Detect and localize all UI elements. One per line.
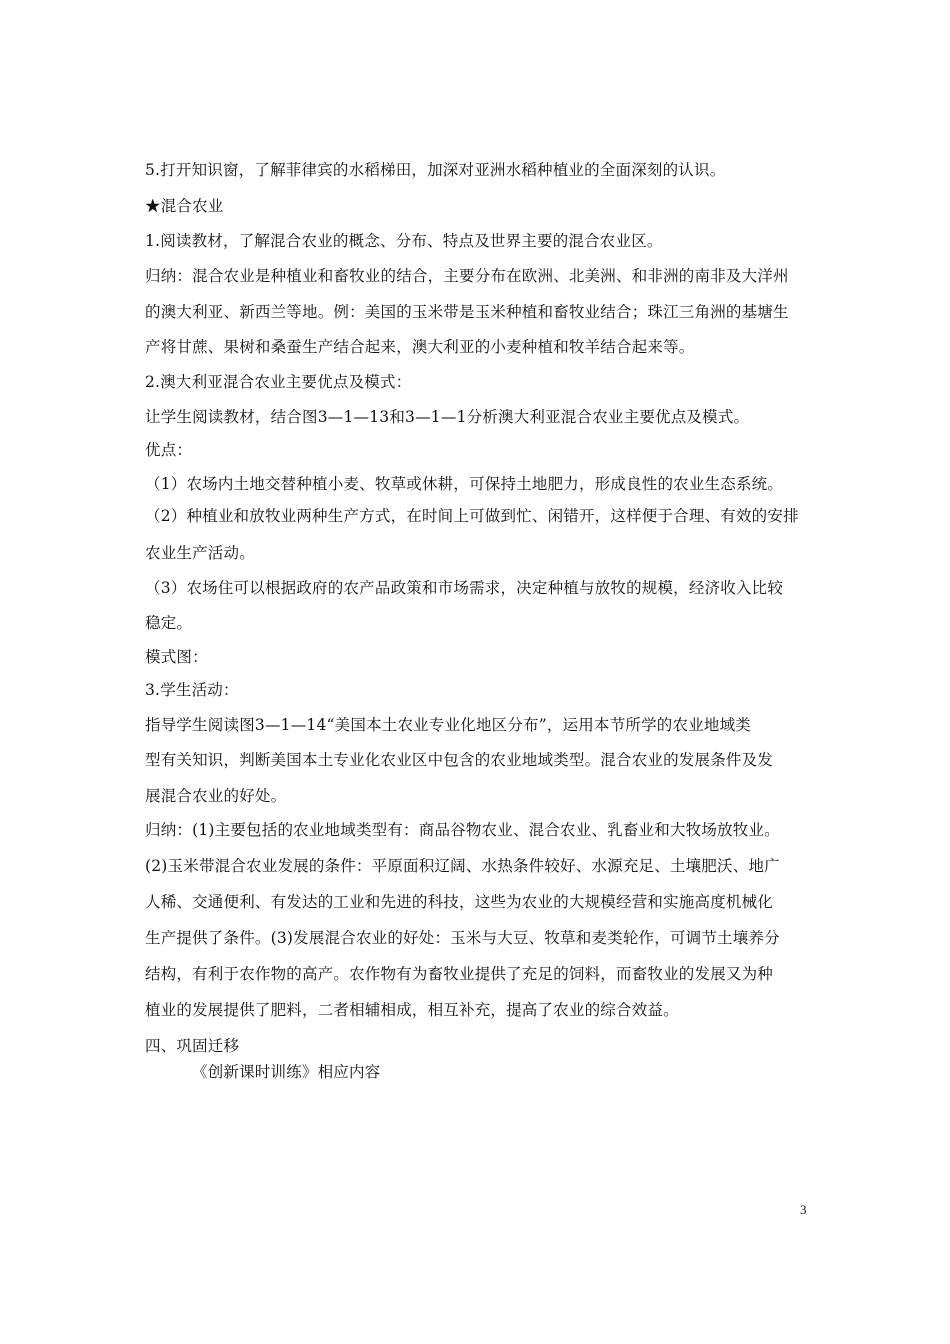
text-line: 优点： xyxy=(145,441,193,459)
text-line: 2.澳大利亚混合农业主要优点及模式： xyxy=(145,373,412,391)
text-line: （1）农场内土地交替种植小麦、牧草或休耕，可保持土地肥力，形成良性的农业生态系统。 xyxy=(145,475,784,493)
text-line: 稳定。 xyxy=(145,614,193,632)
text-line: （3）农场住可以根据政府的农产品政策和市场需求，决定种植与放牧的规模，经济收入比较 xyxy=(145,579,784,597)
text-line: 的澳大利亚、新西兰等地。例：美国的玉米带是玉米种植和畜牧业结合；珠江三角洲的基塘生 xyxy=(145,303,789,321)
text-line: 植业的发展提供了肥料，二者相辅相成，相互补充，提高了农业的综合效益。 xyxy=(145,1001,679,1019)
text-line: 归纳：(1)主要包括的农业地域类型有：商品谷物农业、混合农业、乳畜业和大牧场放牧业。 xyxy=(145,821,780,839)
text-line: 结构，有利于农作物的高产。农作物有为畜牧业提供了充足的饲料，而畜牧业的发展又为种 xyxy=(145,965,774,983)
text-line: 《创新课时训练》相应内容 xyxy=(192,1063,381,1081)
text-line: 指导学生阅读图3—1—14“美国本土农业专业化地区分布”，运用本节所学的农业地域类 xyxy=(145,716,751,734)
text-line: (2)玉米带混合农业发展的条件：平原面积辽阔、水热条件较好、水源充足、土壤肥沃、地广 xyxy=(145,857,780,875)
section-heading: ★混合农业 xyxy=(145,197,224,215)
page-number: 3 xyxy=(800,1202,807,1217)
text-line: 型有关知识，判断美国本土专业化农业区中包含的农业地域类型。混合农业的发展条件及发 xyxy=(145,751,774,769)
text-line: 5.打开知识窗，了解菲律宾的水稻梯田，加深对亚洲水稻种植业的全面深刻的认识。 xyxy=(145,161,726,179)
section-heading: 四、巩固迁移 xyxy=(145,1037,240,1055)
text-line: 让学生阅读教材，结合图3—1—13和3—1—1分析澳大利亚混合农业主要优点及模式。 xyxy=(145,408,750,426)
text-line: 生产提供了条件。(3)发展混合农业的好处：玉米与大豆、牧草和麦类轮作，可调节土壤养分 xyxy=(145,929,780,947)
text-line: 3.学生活动： xyxy=(145,681,239,699)
text-line: 产将甘蔗、果树和桑蚕生产结合起来，澳大利亚的小麦种植和牧羊结合起来等。 xyxy=(145,338,695,356)
text-line: 归纳：混合农业是种植业和畜牧业的结合，主要分布在欧洲、北美洲、和非洲的南非及大洋州 xyxy=(145,267,789,285)
text-line: 1.阅读教材，了解混合农业的概念、分布、特点及世界主要的混合农业区。 xyxy=(145,232,663,250)
text-line: 模式图： xyxy=(145,648,208,666)
text-line: 展混合农业的好处。 xyxy=(145,787,287,805)
text-line: 人稀、交通便利、有发达的工业和先进的科技，这些为农业的大规模经营和实施高度机械化 xyxy=(145,893,774,911)
text-line: （2）种植业和放牧业两种生产方式，在时间上可做到忙、闲错开，这样便于合理、有效的安排 xyxy=(145,507,799,525)
text-line: 农业生产活动。 xyxy=(145,544,255,562)
